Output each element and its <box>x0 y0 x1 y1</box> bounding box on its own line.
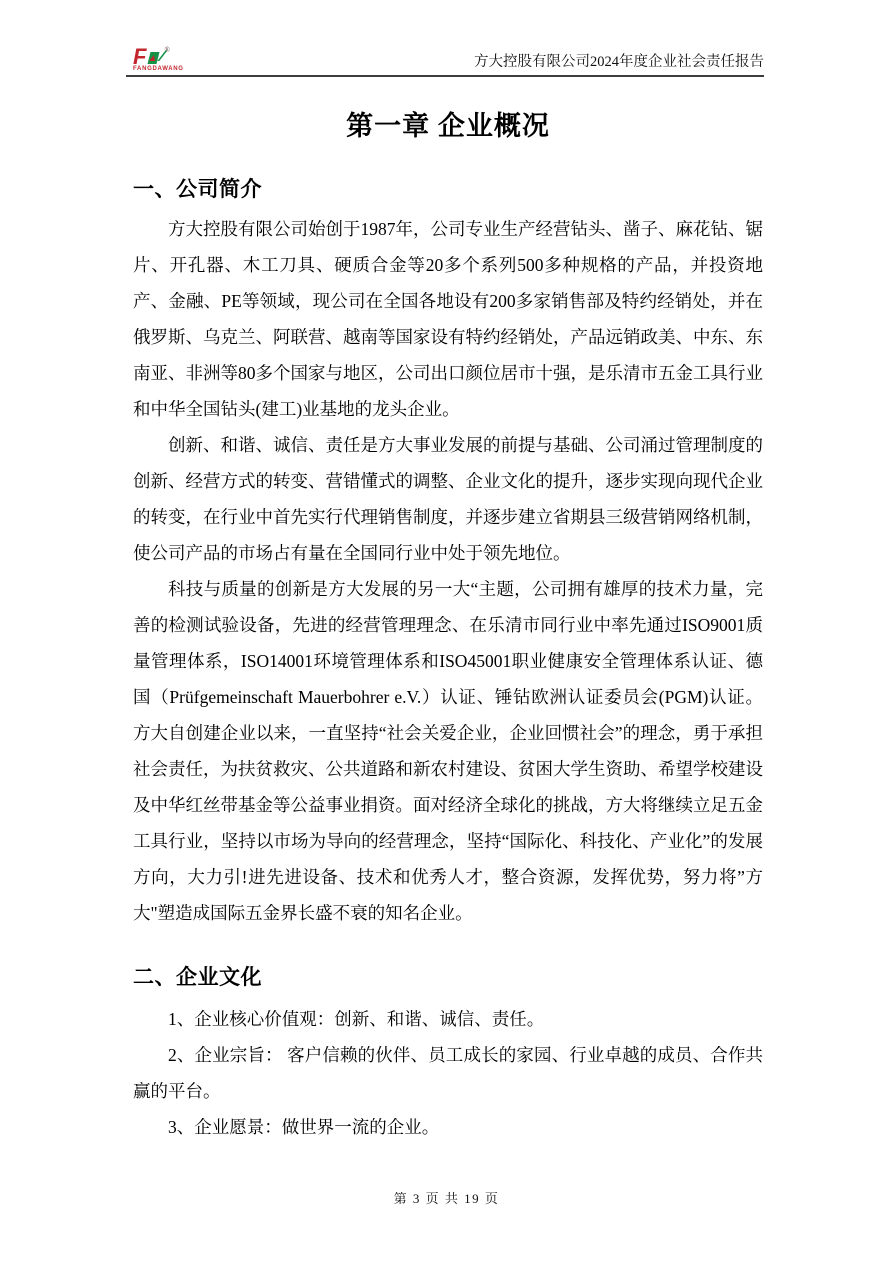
list-item-mission: 2、企业宗旨： 客户信赖的伙伴、员工成长的家园、行业卓越的成员、合作共赢的平台。 <box>133 1045 763 1101</box>
logo-brand-text: FANGDAWANG <box>133 66 184 72</box>
company-logo <box>133 44 184 72</box>
company-profile-paragraphs <box>133 211 763 931</box>
paragraph-technology-quality: 科技与质量的创新是方大发展的另一大“主题，公司拥有雄厚的技术力量，完善的检测试验设备，先进的经营管理理念、在乐清市同行业中率先通过ISO9001质量管理体系，ISO14001环境管理体系和ISO45001职业健康安全管理体系认证、德国（Prüfgemeinschaft Mauerbohrer e.V.）认证、锤钻欧洲认证委员会(PGM)认证。方大自创建企业以来，一直坚持“社会关爱企业，企业回惯社会”的理念，勇于承担社会责任，为扶贫救灾、公共道路和新农村建设、贫困大学生资助、希望学校建设及中华红丝带基金等公益事业捐资。面对经济全球化的挑战，方大将继续立足五金工具行业，坚持以市场为导向的经营理念，坚持“国际化、科技化、产业化”的发展方向，大力引!进先进设备、技术和优秀人才，整合资源，发挥优势，努力将”方大"塑造成国际五金界长盛不衰的知名企业。 <box>133 579 763 923</box>
logo-f-glyph: F <box>133 44 147 69</box>
page-number-footer: 第 3 页 共 19 页 <box>393 1191 500 1206</box>
logo-diamond-icon <box>148 48 162 65</box>
chapter-title: 第一章 企业概况 <box>346 111 550 141</box>
corporate-culture-items <box>133 1001 763 1145</box>
paragraph-company-history: 方大控股有限公司始创于1987年，公司专业生产经营钻头、凿子、麻花钻、锯片、开孔器、木工刀具、硬质合金等20多个系列500多种规格的产品，并投资地产、金融、PE等领域，现公司在全国各地设有200多家销售部及特约经销处，并在俄罗斯、乌克兰、阿联营、越南等国家设有特约经销处，产品远销政美、中东、东南亚、非洲等80多个国家与地区，公司出口颜位居市十强，是乐清市五金工具行业和中华全国钻头(建工)业基地的龙头企业。 <box>133 219 763 419</box>
list-item-vision: 3、企业愿景：做世界一流的企业。 <box>168 1117 440 1137</box>
section-heading-corporate-culture: 二、企业文化 <box>133 965 262 989</box>
logo-slashes-icon: ∕∕ <box>160 48 162 65</box>
registered-trademark-icon: ® <box>164 46 170 54</box>
page-header <box>126 44 764 77</box>
document-body <box>133 96 763 1145</box>
section-heading-company-profile: 一、公司简介 <box>133 177 262 201</box>
report-header-title: 方大控股有限公司2024年度企业社会责任报告 <box>474 54 764 70</box>
list-item-core-values: 1、企业核心价值观：创新、和谐、诚信、责任。 <box>168 1009 545 1029</box>
paragraph-values-development: 创新、和谐、诚信、责任是方大事业发展的前提与基础、公司涌过管理制度的创新、经营方式的转变、营错懂式的调整、企业文化的提升，逐步实现向现代企业的转变，在行业中首先实行代理销售制度，并逐步建立省期县三级营销网络机制，使公司产品的市场占有量在全国同行业中处于领先地位。 <box>133 435 763 563</box>
